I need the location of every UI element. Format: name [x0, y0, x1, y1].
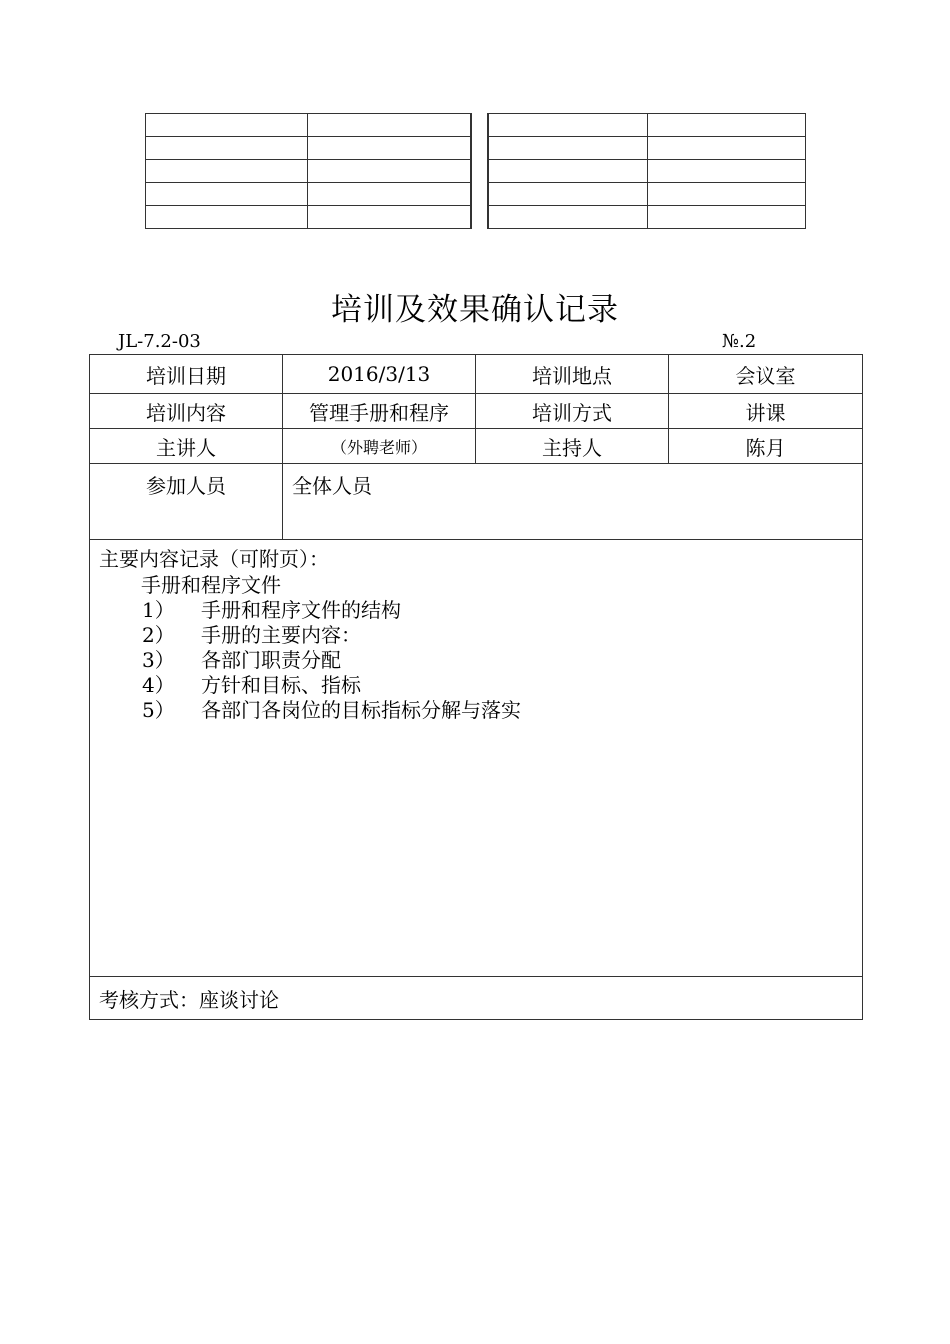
participants-value: 全体人员 — [283, 464, 863, 540]
list-item-text: 各部门各岗位的目标指标分解与落实 — [201, 698, 521, 722]
content-label: 培训内容 — [90, 394, 283, 429]
table-row — [90, 394, 863, 429]
list-item-text: 各部门职责分配 — [201, 648, 341, 672]
participants-label: 参加人员 — [90, 464, 283, 540]
form-number: №.2 — [722, 331, 757, 352]
list-item-number: 1） — [142, 598, 175, 622]
list-item-text: 方针和目标、指标 — [201, 673, 361, 697]
location-label: 培训地点 — [476, 355, 669, 394]
blank-table-separator — [470, 113, 488, 229]
list-item-number: 3） — [142, 648, 175, 672]
main-content-subheading: 手册和程序文件 — [141, 573, 281, 597]
date-value: 2016/3/13 — [283, 355, 476, 394]
main-content-cell — [90, 540, 863, 977]
list-item-number: 5） — [142, 698, 175, 722]
table-row — [90, 464, 863, 540]
training-record-table — [89, 354, 863, 1020]
list-item — [99, 598, 853, 623]
table-row — [90, 355, 863, 394]
list-item — [99, 623, 853, 648]
content-value: 管理手册和程序 — [283, 394, 476, 429]
form-code: JL-7.2-03 — [118, 331, 201, 352]
table-row — [90, 540, 863, 977]
blank-table-left — [145, 113, 472, 229]
lecturer-value: （外聘老师） — [283, 429, 476, 464]
page-title: 培训及效果确认记录 — [331, 292, 619, 328]
assessment-method: 考核方式：座谈讨论 — [90, 977, 863, 1020]
list-item-number: 4） — [142, 673, 175, 697]
main-content-heading: 主要内容记录（可附页）： — [99, 547, 329, 571]
list-item-text: 手册和程序文件的结构 — [201, 598, 401, 622]
host-value: 陈月 — [669, 429, 863, 464]
lecturer-label: 主讲人 — [90, 429, 283, 464]
list-item — [99, 673, 853, 698]
blank-table-right — [488, 113, 806, 229]
host-label: 主持人 — [476, 429, 669, 464]
list-item-text: 手册的主要内容： — [201, 623, 361, 647]
list-item-number: 2） — [142, 623, 175, 647]
method-value: 讲课 — [669, 394, 863, 429]
method-label: 培训方式 — [476, 394, 669, 429]
list-item — [99, 698, 853, 723]
blank-grid — [145, 113, 806, 229]
table-row — [90, 429, 863, 464]
table-row — [90, 977, 863, 1020]
date-label: 培训日期 — [90, 355, 283, 394]
list-item — [99, 648, 853, 673]
location-value: 会议室 — [669, 355, 863, 394]
